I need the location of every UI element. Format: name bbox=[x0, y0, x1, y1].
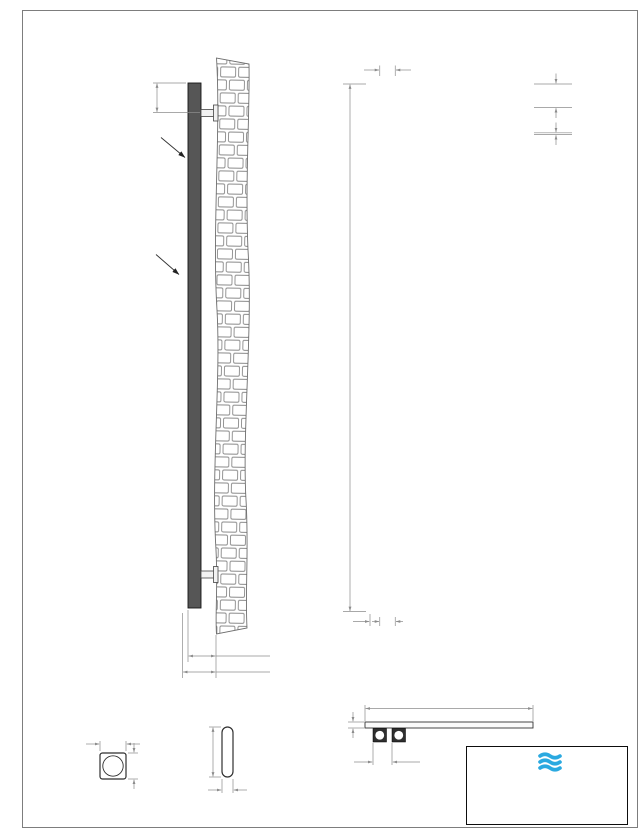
manufacturer-info-box bbox=[466, 746, 628, 825]
wall-bracket-top-plate bbox=[214, 105, 219, 121]
panel-top-view bbox=[365, 722, 533, 728]
section-a-detail bbox=[70, 730, 160, 810]
pipe-bore-2 bbox=[394, 731, 403, 740]
collector-bar-side bbox=[188, 83, 201, 608]
waves-logo-icon bbox=[538, 752, 562, 772]
front-view-drawing bbox=[320, 55, 640, 630]
side-view-drawing bbox=[85, 50, 285, 690]
panel-profile-section bbox=[222, 727, 233, 777]
brand-logo-row bbox=[467, 748, 627, 775]
wall-hatch bbox=[215, 58, 250, 634]
section-b-detail bbox=[185, 712, 290, 810]
wall-bracket-bottom-plate bbox=[214, 567, 219, 583]
pipe-bore-1 bbox=[375, 731, 384, 740]
square-tube-section bbox=[100, 753, 126, 779]
